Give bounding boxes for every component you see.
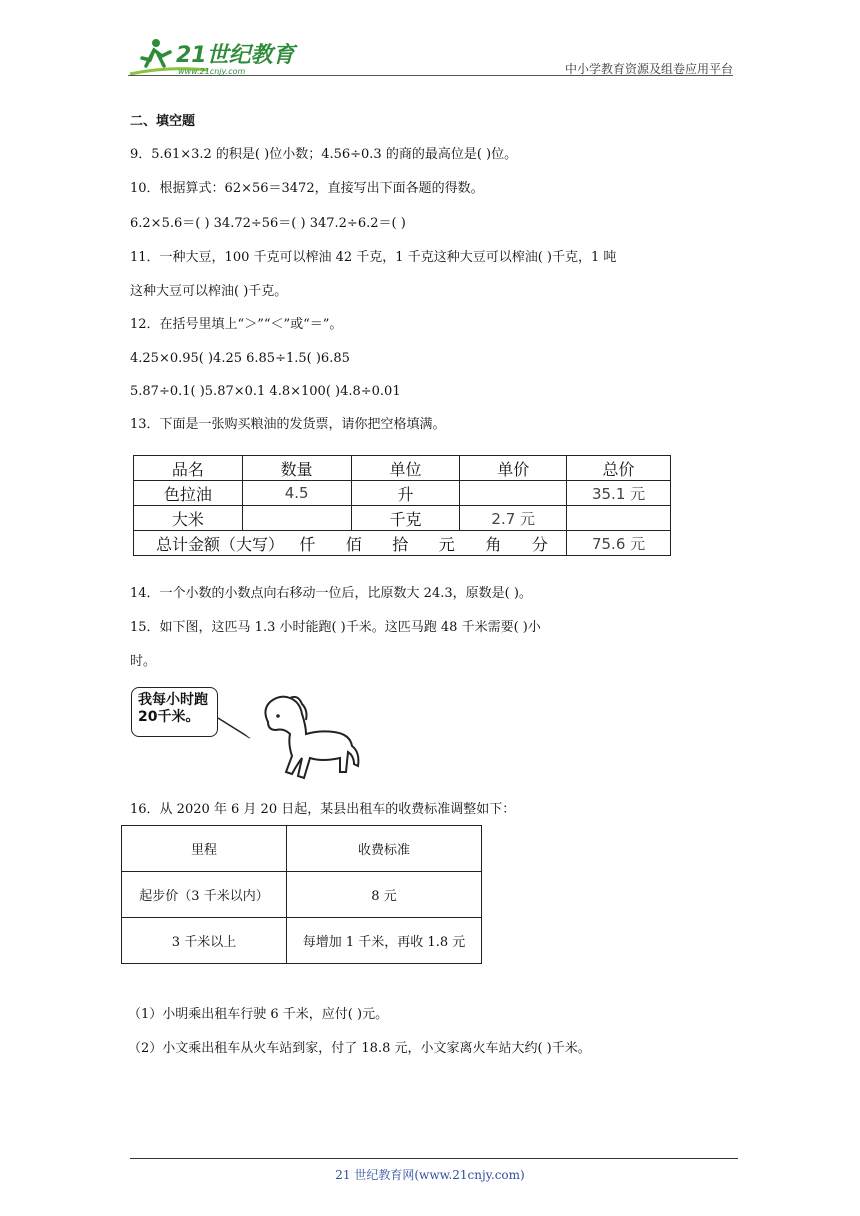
question-11-line2: 这种大豆可以榨油( )千克。 (130, 284, 288, 299)
footer-text: 21 世纪教育网(www.21cnjy.com) (335, 1168, 525, 1182)
question-12: 12．在括号里填上“＞”“＜”或“＝”。 (130, 317, 343, 332)
fee-row (122, 872, 482, 918)
bubble-line-2: 20千米。 (138, 709, 200, 725)
site-logo (128, 36, 298, 80)
invoice-row (134, 481, 671, 506)
invoice-table (133, 455, 671, 556)
invoice-header-row (134, 456, 671, 481)
question-12-row1: 4.25×0.95( )4.25 6.85÷1.5( )6.85 (130, 351, 350, 366)
invoice-cell (567, 506, 671, 531)
fee-table (121, 825, 482, 964)
invoice-header-cell: 单位 (351, 456, 460, 481)
fee-header-cell: 里程 (122, 826, 287, 872)
fee-cell: 3 千米以上 (122, 918, 287, 964)
invoice-cell: 色拉油 (134, 481, 243, 506)
invoice-row (134, 506, 671, 531)
footer-divider (130, 1158, 738, 1159)
speech-bubble (131, 687, 218, 737)
bubble-line-1: 我每小时跑 (138, 692, 208, 708)
invoice-header-cell: 数量 (242, 456, 351, 481)
question-11-line1: 11．一种大豆，100 千克可以榨油 42 千克，1 千克这种大豆可以榨油( )千克，1 吨 (130, 250, 617, 265)
invoice-cell (460, 481, 567, 506)
logo-text: 21世纪教育 (176, 43, 295, 68)
question-16: 16．从 2020 年 6 月 20 日起，某县出租车的收费标准调整如下： (130, 802, 516, 817)
invoice-total-row (134, 531, 671, 556)
invoice-cell: 35.1 元 (567, 481, 671, 506)
invoice-cell: 2.7 元 (460, 506, 567, 531)
fee-cell: 每增加 1 千米，再收 1.8 元 (287, 918, 482, 964)
invoice-total-label: 总计金额（大写） 仟 佰 拾 元 角 分 (134, 531, 567, 556)
fee-cell: 8 元 (287, 872, 482, 918)
invoice-header-cell: 单价 (460, 456, 567, 481)
invoice-cell: 大米 (134, 506, 243, 531)
invoice-cell: 升 (351, 481, 460, 506)
fee-cell: 起步价（3 千米以内） (122, 872, 287, 918)
invoice-cell (242, 506, 351, 531)
question-10-items: 6.2×5.6＝( ) 34.72÷56＝( ) 347.2÷6.2＝( ) (130, 216, 406, 231)
question-12-row2: 5.87÷0.1( )5.87×0.1 4.8×100( )4.8÷0.01 (130, 384, 401, 399)
question-13: 13．下面是一张购买粮油的发货票，请你把空格填满。 (130, 417, 446, 432)
header-divider (128, 75, 733, 76)
question-10: 10．根据算式：62×56＝3472，直接写出下面各题的得数。 (130, 181, 484, 196)
header-right-text: 中小学教育资源及组卷应用平台 (564, 62, 733, 76)
invoice-cell: 千克 (351, 506, 460, 531)
logo-url: www.21cnjy.com (178, 67, 246, 76)
section-title: 二、填空题 (130, 114, 196, 129)
question-16-part2: （2）小文乘出租车从火车站到家，付了 18.8 元，小文家离火车站大约( )千米。 (128, 1041, 591, 1056)
question-14: 14．一个小数的小数点向右移动一位后，比原数大 24.3，原数是( )。 (130, 586, 532, 601)
horse-icon (210, 690, 370, 785)
question-9: 9．5.61×3.2 的积是( )位小数；4.56÷0.3 的商的最高位是( )位。 (130, 147, 518, 162)
invoice-header-cell: 品名 (134, 456, 243, 481)
invoice-cell: 4.5 (242, 481, 351, 506)
question-15-line1: 15．如下图，这匹马 1.3 小时能跑( )千米。这匹马跑 48 千米需要( )小 (130, 620, 541, 635)
fee-header-cell: 收费标准 (287, 826, 482, 872)
invoice-header-cell: 总价 (567, 456, 671, 481)
fee-row (122, 918, 482, 964)
fee-header-row (122, 826, 482, 872)
invoice-total-value: 75.6 元 (567, 531, 671, 556)
question-16-part1: （1）小明乘出租车行驶 6 千米，应付( )元。 (128, 1007, 389, 1022)
question-15-line2: 时。 (130, 654, 157, 669)
